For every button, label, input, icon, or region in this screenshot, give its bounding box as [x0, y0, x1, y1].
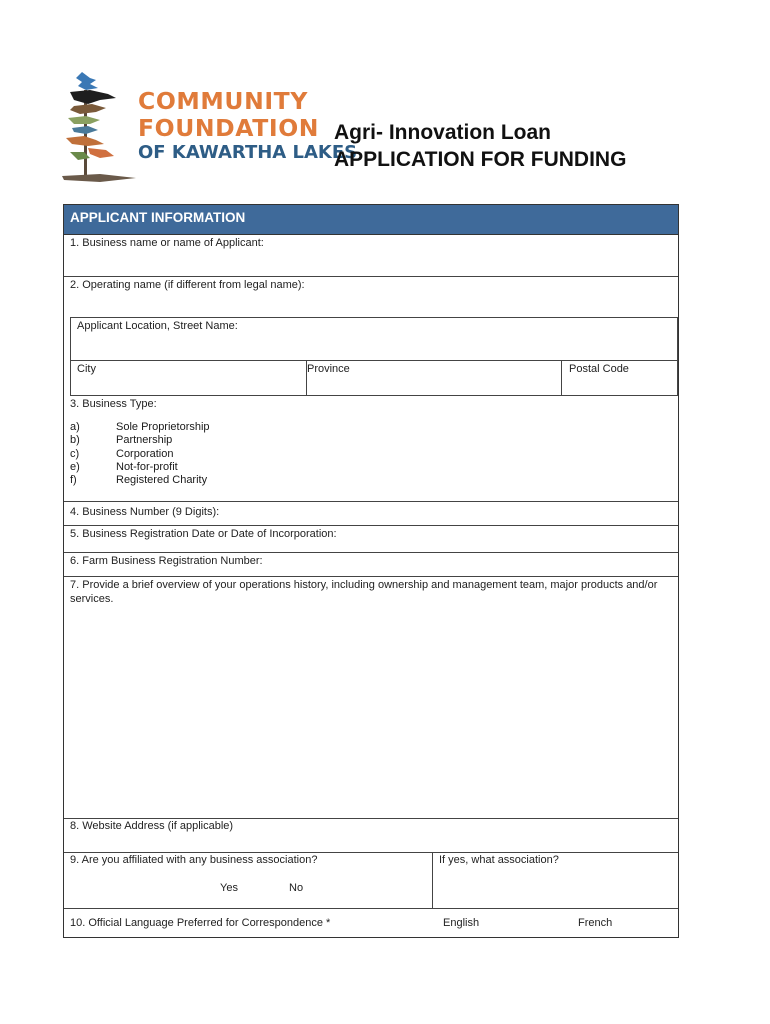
option-label: Sole Proprietorship [116, 421, 210, 433]
divider [432, 853, 433, 908]
option-label: Partnership [116, 434, 173, 447]
title-line-2: APPLICATION FOR FUNDING [334, 148, 627, 171]
section-header: APPLICANT INFORMATION [64, 205, 678, 235]
option-key: e) [70, 460, 80, 473]
operations-overview-field[interactable] [64, 577, 678, 819]
title-line-1: Agri- Innovation Loan [334, 121, 551, 144]
province-label: Province [307, 363, 350, 375]
foundation-logo [60, 70, 358, 188]
website-label: 8. Website Address (if applicable) [70, 820, 234, 832]
registration-date-field[interactable] [64, 526, 678, 553]
farm-registration-label: 6. Farm Business Registration Number: [70, 555, 263, 567]
option-key: c) [70, 447, 80, 460]
language-label: 10. Official Language Preferred for Correspondence * [70, 917, 331, 929]
operating-name-label: 2. Operating name (if different from legal name): [70, 279, 305, 291]
business-type-label: 3. Business Type: [70, 398, 157, 410]
business-number-label: 4. Business Number (9 Digits): [70, 506, 220, 518]
option-label: Not-for-profit [116, 460, 178, 473]
address-row [70, 360, 678, 396]
operating-name-field[interactable] [64, 277, 678, 318]
option-label: Corporation [116, 447, 174, 460]
applicant-form [63, 204, 679, 938]
language-row [64, 909, 678, 939]
association-yes-option[interactable]: Yes [220, 882, 238, 894]
page-title [334, 119, 626, 173]
business-name-field[interactable] [64, 235, 678, 277]
street-name-field[interactable] [70, 317, 678, 361]
tree-icon [60, 70, 140, 188]
farm-registration-field[interactable] [64, 553, 678, 577]
operations-overview-label: 7. Provide a brief overview of your operations history, including ownership and management team, major products and/or services. [70, 579, 658, 605]
association-name-label: If yes, what association? [439, 854, 559, 866]
option-key: b) [70, 434, 80, 447]
association-label: 9. Are you affiliated with any business association? [70, 854, 318, 866]
business-type-section [64, 395, 678, 502]
logo-wordmark [138, 87, 358, 166]
logo-line-3: OF KAWARTHA LAKES [138, 142, 358, 163]
language-french-option[interactable]: French [578, 917, 613, 929]
association-no-option[interactable]: No [289, 882, 304, 894]
registration-date-label: 5. Business Registration Date or Date of Incorporation: [70, 528, 337, 540]
website-field[interactable] [64, 819, 678, 853]
association-row [64, 853, 678, 909]
street-name-label: Applicant Location, Street Name: [77, 320, 238, 332]
city-label: City [77, 363, 96, 375]
language-english-option[interactable]: English [443, 917, 480, 929]
business-name-label: 1. Business name or name of Applicant: [70, 237, 264, 249]
option-key: a) [70, 421, 80, 433]
divider [561, 361, 562, 395]
business-number-field[interactable] [64, 502, 678, 526]
option-label: Registered Charity [116, 474, 208, 487]
postal-code-label: Postal Code [569, 363, 629, 375]
option-key: f) [70, 474, 77, 487]
logo-line-1: COMMUNITY [138, 87, 308, 115]
logo-line-2: FOUNDATION [138, 114, 320, 142]
